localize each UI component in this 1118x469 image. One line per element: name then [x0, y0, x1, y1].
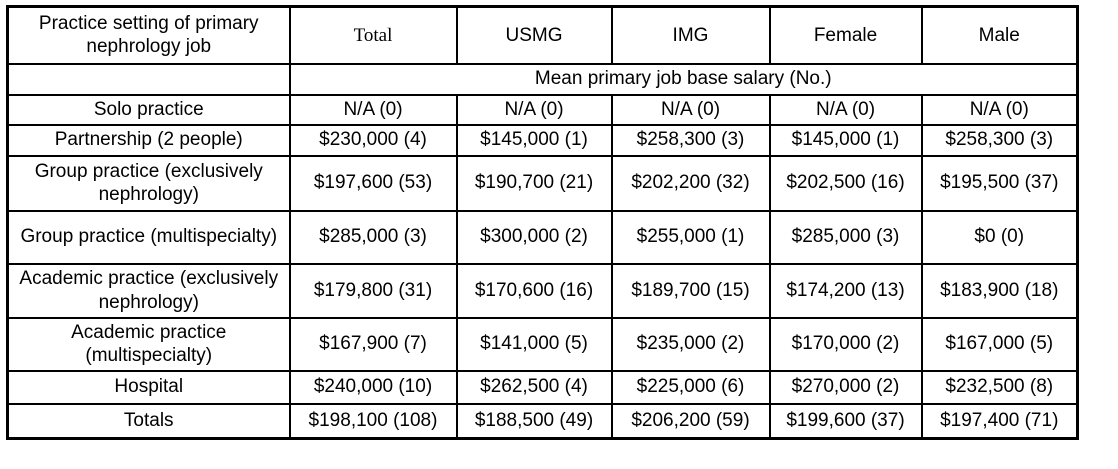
cell-img: $235,000 (2) — [612, 318, 770, 371]
cell-female: N/A (0) — [770, 95, 922, 125]
cell-img: $189,700 (15) — [612, 264, 770, 318]
cell-usmg: $141,000 (5) — [457, 318, 612, 371]
salary-table — [6, 5, 1079, 440]
cell-img: N/A (0) — [612, 95, 770, 125]
cell-male: $197,400 (71) — [922, 404, 1078, 439]
cell-usmg: $188,500 (49) — [457, 404, 612, 439]
table-row-group-practice-multispecialty — [8, 211, 1078, 264]
span-header-row — [8, 64, 1078, 95]
column-header-female: Female — [770, 7, 922, 64]
cell-usmg: $190,700 (21) — [457, 156, 612, 211]
cell-total: $197,600 (53) — [290, 156, 457, 211]
cell-female: $285,000 (3) — [770, 211, 922, 264]
cell-usmg: $262,500 (4) — [457, 371, 612, 404]
cell-female: $270,000 (2) — [770, 371, 922, 404]
column-header-male: Male — [922, 7, 1078, 64]
cell-total: $230,000 (4) — [290, 125, 457, 156]
corner-header-practice-setting: Practice setting of primary nephrology job — [8, 7, 290, 64]
cell-female: $202,500 (16) — [770, 156, 922, 211]
row-label: Academic practice (exclusively nephrology) — [8, 264, 290, 318]
column-header-total: Total — [290, 7, 457, 64]
span-header-mean-salary: Mean primary job base salary (No.) — [290, 64, 1078, 95]
cell-total: $240,000 (10) — [290, 371, 457, 404]
cell-usmg: $170,600 (16) — [457, 264, 612, 318]
cell-male: $183,900 (18) — [922, 264, 1078, 318]
cell-usmg: N/A (0) — [457, 95, 612, 125]
row-label: Hospital — [8, 371, 290, 404]
row-label: Group practice (multispecialty) — [8, 211, 290, 264]
cell-total: $198,100 (108) — [290, 404, 457, 439]
cell-img: $225,000 (6) — [612, 371, 770, 404]
cell-total: $179,800 (31) — [290, 264, 457, 318]
cell-total: $167,900 (7) — [290, 318, 457, 371]
cell-usmg: $145,000 (1) — [457, 125, 612, 156]
cell-female: $199,600 (37) — [770, 404, 922, 439]
cell-male: $0 (0) — [922, 211, 1078, 264]
cell-usmg: $300,000 (2) — [457, 211, 612, 264]
cell-male: $195,500 (37) — [922, 156, 1078, 211]
empty-corner-cell — [8, 64, 290, 95]
cell-female: $170,000 (2) — [770, 318, 922, 371]
table-row-hospital — [8, 371, 1078, 404]
column-header-usmg: USMG — [457, 7, 612, 64]
cell-male: $167,000 (5) — [922, 318, 1078, 371]
row-label-totals: Totals — [8, 404, 290, 439]
cell-img: $206,200 (59) — [612, 404, 770, 439]
row-label: Group practice (exclusively nephrology) — [8, 156, 290, 211]
table-row-partnership — [8, 125, 1078, 156]
cell-male: $232,500 (8) — [922, 371, 1078, 404]
row-label: Academic practice (multispecialty) — [8, 318, 290, 371]
row-label: Partnership (2 people) — [8, 125, 290, 156]
row-label: Solo practice — [8, 95, 290, 125]
cell-male: N/A (0) — [922, 95, 1078, 125]
cell-male: $258,300 (3) — [922, 125, 1078, 156]
cell-total: N/A (0) — [290, 95, 457, 125]
table-row-solo-practice — [8, 95, 1078, 125]
header-row — [8, 7, 1078, 64]
cell-img: $258,300 (3) — [612, 125, 770, 156]
column-header-img: IMG — [612, 7, 770, 64]
table-row-group-practice-nephrology — [8, 156, 1078, 211]
cell-img: $202,200 (32) — [612, 156, 770, 211]
cell-female: $174,200 (13) — [770, 264, 922, 318]
table-row-totals — [8, 404, 1078, 439]
cell-img: $255,000 (1) — [612, 211, 770, 264]
table-row-academic-practice-multispecialty — [8, 318, 1078, 371]
cell-female: $145,000 (1) — [770, 125, 922, 156]
cell-total: $285,000 (3) — [290, 211, 457, 264]
table-row-academic-practice-nephrology — [8, 264, 1078, 318]
